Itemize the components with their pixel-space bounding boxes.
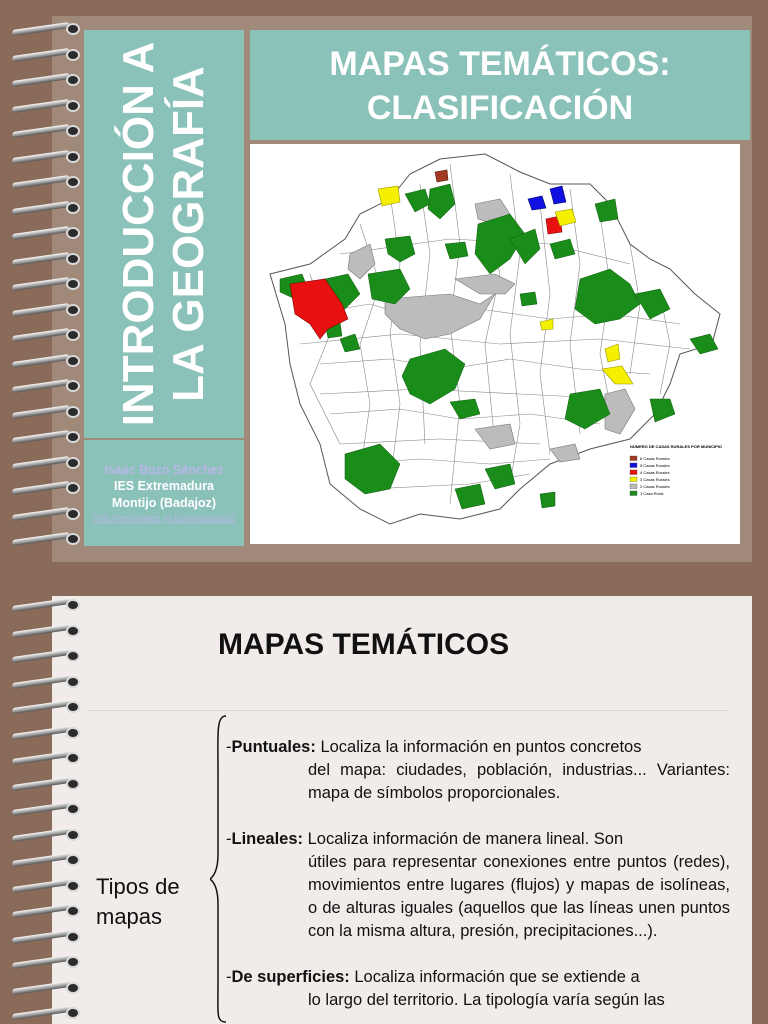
item-rest: útiles para representar conexiones entre puntos (redes), movimientos entre lugares (flujos) y mapas de isolíneas, o de alturas iguales (aquellos que las líneas unen puntos con la misma altura, presión, precipitaciones...). (308, 853, 730, 940)
spiral-wire (12, 404, 70, 418)
spiral-ring (8, 624, 86, 638)
spiral-wire (12, 430, 70, 444)
school-line-1: IES Extremadura (113, 479, 215, 493)
spiral-wire (12, 904, 70, 918)
item-rest: del mapa: ciudades, población, industrias... Variantes: mapa de símbolos proporcionales. (308, 761, 730, 802)
item-rest: lo largo del territorio. La tipología varía según las (308, 991, 665, 1009)
spiral-ring (8, 405, 86, 419)
spiral-wire (12, 73, 70, 87)
spiral-wire (12, 328, 70, 342)
spiral-ring (8, 150, 86, 164)
item-first-line: Localiza información de manera lineal. Son (303, 830, 624, 848)
legend-swatch (630, 470, 637, 475)
punch-hole (66, 49, 80, 61)
spiral-ring (8, 700, 86, 714)
spiral-ring (8, 532, 86, 546)
item-term: Lineales: (231, 830, 304, 848)
punch-hole (66, 752, 80, 764)
spiral-ring (8, 124, 86, 138)
map-types-label-line-2: mapas (96, 904, 163, 929)
spiral-ring (8, 201, 86, 215)
item-first-line: Localiza información que se extiende a (349, 968, 640, 986)
punch-hole (66, 329, 80, 341)
punch-hole (66, 803, 80, 815)
spiral-ring (8, 507, 86, 521)
vertical-title-panel (84, 30, 244, 438)
item-dash: - (226, 968, 232, 986)
spiral-ring (8, 328, 86, 342)
title-divider (88, 710, 728, 711)
item-dash: - (226, 738, 232, 756)
punch-hole (66, 253, 80, 265)
spiral-ring (8, 48, 86, 62)
header-title-line-1: MAPAS TEMÁTICOS: (329, 45, 671, 83)
punch-hole (66, 304, 80, 316)
punch-hole (66, 482, 80, 494)
spiral-wire (12, 353, 70, 367)
spiral-wire (12, 802, 70, 816)
spiral-wire (12, 853, 70, 867)
map-types-list (226, 736, 730, 1024)
punch-hole (66, 854, 80, 866)
header-panel (250, 30, 750, 140)
spiral-wire (12, 251, 70, 265)
punch-hole (66, 880, 80, 892)
school-line-2: Montijo (Badajoz) (111, 496, 217, 510)
punch-hole (66, 202, 80, 214)
spiral-wire (12, 700, 70, 714)
punch-hole (66, 625, 80, 637)
list-item-superficies (226, 966, 730, 1012)
spiral-ring (8, 675, 86, 689)
author-panel (84, 440, 244, 546)
legend-label: 3 Casas Rurales (640, 477, 670, 482)
punch-hole (66, 905, 80, 917)
spiral-ring (8, 1006, 86, 1020)
spiral-ring (8, 649, 86, 663)
punch-hole (66, 727, 80, 739)
spiral-ring (8, 853, 86, 867)
spiral-wire (12, 532, 70, 546)
spiral-ring (8, 277, 86, 291)
punch-hole (66, 125, 80, 137)
spiral-wire (12, 22, 70, 36)
spiral-wire (12, 481, 70, 495)
header-title-line-2: CLASIFICACIÓN (366, 89, 634, 127)
item-dash: - (226, 830, 232, 848)
spiral-ring (8, 802, 86, 816)
spiral-ring (8, 955, 86, 969)
spiral-wire (12, 725, 70, 739)
slide-2-title: MAPAS TEMÁTICOS (218, 628, 510, 661)
spiral-wire (12, 226, 70, 240)
spiral-wire (12, 878, 70, 892)
spiral-wire (12, 776, 70, 790)
punch-hole (66, 431, 80, 443)
punch-hole (66, 176, 80, 188)
punch-hole (66, 778, 80, 790)
spiral-ring (8, 981, 86, 995)
spiral-wire (12, 751, 70, 765)
spiral-wire (12, 674, 70, 688)
spiral-ring (8, 175, 86, 189)
spiral-ring (8, 430, 86, 444)
punch-hole (66, 829, 80, 841)
punch-hole (66, 1007, 80, 1019)
spiral-wire (12, 955, 70, 969)
spiral-wire (12, 649, 70, 663)
punch-hole (66, 406, 80, 418)
spiral-wire (12, 124, 70, 138)
punch-hole (66, 355, 80, 367)
spiral-wire (12, 455, 70, 469)
legend-label: 4 Casas Rurales (640, 470, 670, 475)
spiral-ring (8, 456, 86, 470)
punch-hole (66, 151, 80, 163)
spiral-ring (8, 481, 86, 495)
spiral-wire (12, 149, 70, 163)
spiral-wire (12, 302, 70, 316)
item-first-line: Localiza la información en puntos concretos (315, 738, 642, 756)
spiral-wire (12, 175, 70, 189)
punch-hole (66, 982, 80, 994)
punch-hole (66, 701, 80, 713)
legend-label: 2 Casas Rurales (640, 484, 670, 489)
legend-items (630, 456, 670, 496)
punch-hole (66, 508, 80, 520)
spiral-ring (8, 904, 86, 918)
spiral-wire (12, 506, 70, 520)
spiral-ring (8, 879, 86, 893)
list-item-lineales (226, 828, 730, 943)
list-item-puntuales (226, 736, 730, 805)
vertical-title (114, 34, 214, 434)
spiral-ring (8, 73, 86, 87)
spiral-ring (8, 379, 86, 393)
legend-swatch (630, 456, 637, 461)
spiral-ring (8, 354, 86, 368)
thematic-map (250, 144, 740, 544)
legend-swatch (630, 477, 637, 482)
brown-region (435, 170, 448, 182)
spiral-ring (8, 598, 86, 612)
spiral-ring (8, 252, 86, 266)
punch-hole (66, 100, 80, 112)
spiral-wire (12, 277, 70, 291)
legend-swatch (630, 491, 637, 496)
map-svg (250, 144, 740, 544)
spiral-ring (8, 751, 86, 765)
punch-hole (66, 956, 80, 968)
spiral-wire (12, 47, 70, 61)
spiral-wire (12, 623, 70, 637)
punch-hole (66, 227, 80, 239)
map-legend (630, 444, 722, 496)
spiral-ring (8, 22, 86, 36)
punch-hole (66, 457, 80, 469)
legend-label: 6 Casas Rurales (640, 456, 670, 461)
legend-swatch (630, 463, 637, 468)
spiral-wire (12, 827, 70, 841)
spiral-ring (8, 726, 86, 740)
vertical-title-line-1: INTRODUCCIÓN A (114, 41, 163, 427)
spiral-wire (12, 598, 70, 612)
punch-hole (66, 650, 80, 662)
punch-hole (66, 599, 80, 611)
spiral-wire (12, 980, 70, 994)
spiral-wire (12, 379, 70, 393)
legend-label: 1 Casa Rural (640, 491, 664, 496)
author-name: Isaac Buzo Sánchez (104, 463, 224, 477)
item-term: Puntuales: (231, 738, 316, 756)
punch-hole (66, 23, 80, 35)
spiral-wire (12, 98, 70, 112)
legend-swatch (630, 484, 637, 489)
punch-hole (66, 676, 80, 688)
spiral-ring (8, 930, 86, 944)
vertical-title-line-2: LA GEOGRAFÍA (164, 66, 213, 402)
spiral-ring (8, 303, 86, 317)
map-types-label (96, 872, 180, 932)
legend-label: 5 Casas Rurales (640, 463, 670, 468)
punch-hole (66, 278, 80, 290)
spiral-wire (12, 1006, 70, 1020)
spiral-ring (8, 99, 86, 113)
map-types-label-line-1: Tipos de (96, 874, 180, 899)
punch-hole (66, 931, 80, 943)
punch-hole (66, 74, 80, 86)
spiral-ring (8, 226, 86, 240)
punch-hole (66, 533, 80, 545)
spiral-ring (8, 777, 86, 791)
author-link[interactable]: http://personales.ya.com/isaacbuzo (93, 513, 235, 523)
punch-hole (66, 380, 80, 392)
spiral-ring (8, 828, 86, 842)
legend-title: NÚMERO DE CASAS RURALES POR MUNICIPIO (630, 444, 723, 449)
spiral-wire (12, 929, 70, 943)
spiral-wire (12, 200, 70, 214)
item-term: De superficies: (231, 968, 350, 986)
